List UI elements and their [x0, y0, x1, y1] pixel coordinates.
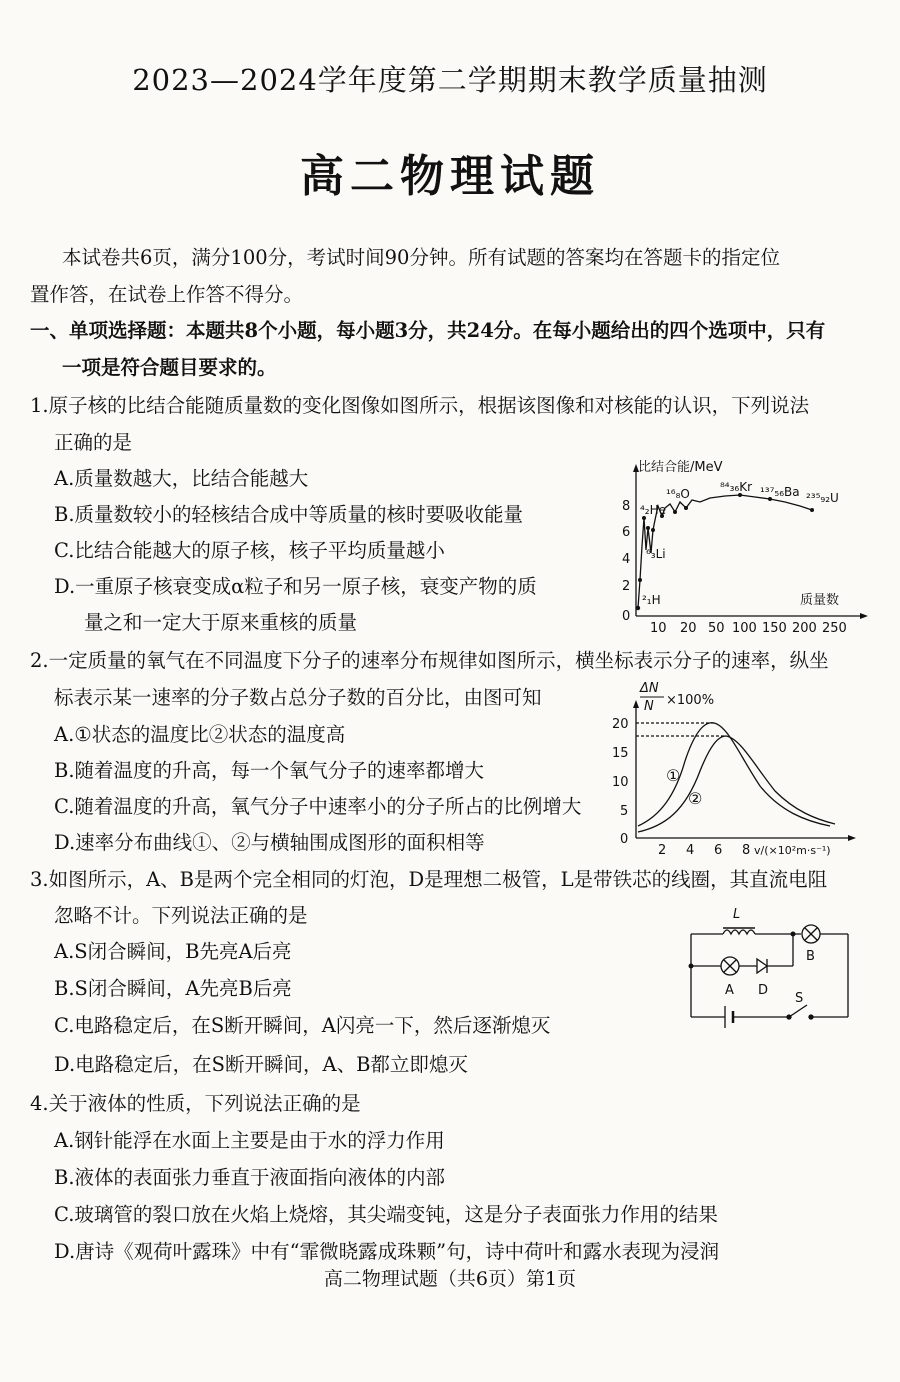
q2-stem-line-1: 2.一定质量的氧气在不同温度下分子的速率分布规律如图所示，横坐标表示分子的速率，纵坐	[30, 649, 829, 672]
fig2-ytick: 0	[620, 832, 629, 847]
q1-stem-line-2: 正确的是	[54, 431, 133, 454]
intro-line-2: 置作答，在试卷上作答不得分。	[30, 283, 304, 306]
fig2-ytick: 5	[620, 804, 629, 819]
label-inductor: L	[733, 907, 741, 922]
q4-option-d: D.唐诗《观荷叶露珠》中有“霏微晓露成珠颗”句，诗中荷叶和露水表现为浸润	[54, 1240, 720, 1263]
inductor-coil	[723, 930, 755, 934]
q1-stem-line-1: 1.原子核的比结合能随质量数的变化图像如图所示，根据该图像和对核能的认识，下列说法	[30, 394, 810, 417]
fig1-ylabel: 比结合能/MeV	[638, 460, 723, 475]
q1-option-b: B.质量数较小的轻核结合成中等质量的核时要吸收能量	[54, 503, 524, 526]
q1-option-c: C.比结合能越大的原子核，核子平均质量越小	[54, 539, 445, 562]
fig2-xtick: 8	[742, 843, 751, 858]
circuit-figure	[683, 902, 858, 1032]
fig1-xtick: 200	[792, 621, 817, 636]
fig1-xlabel: 质量数	[800, 593, 840, 608]
fig2-ylabel-num: ΔN	[640, 681, 659, 696]
q2-option-d: D.速率分布曲线①、②与横轴围成图形的面积相等	[54, 831, 485, 854]
curve-1-label: ①	[666, 766, 681, 785]
q2-option-c: C.随着温度的升高，氧气分子中速率小的分子所占的比例增大	[54, 795, 582, 818]
fig1-label-li: ⁶₃Li	[646, 547, 666, 561]
fig1-xtick: 10	[650, 621, 667, 636]
q1-option-d-cont: 量之和一定大于原来重核的质量	[84, 611, 358, 634]
fig1-label-o: ¹⁶₈O	[666, 487, 690, 501]
q3-option-d: D.电路稳定后，在S断开瞬间，A、B都立即熄灭	[54, 1053, 468, 1076]
q4-option-a: A.钢针能浮在水面上主要是由于水的浮力作用	[54, 1129, 445, 1152]
binding-energy-figure	[600, 458, 870, 638]
subject-title: 高二物理试题	[300, 151, 600, 202]
speed-distribution-figure	[610, 676, 860, 858]
switch-s	[789, 1005, 807, 1017]
q2-stem-line-2: 标表示某一速率的分子数占总分子数的百分比，由图可知	[54, 686, 542, 709]
q3-option-c: C.电路稳定后，在S断开瞬间，A闪亮一下，然后逐渐熄灭	[54, 1014, 551, 1037]
fig2-xtick: 4	[686, 843, 695, 858]
fig1-xtick: 150	[762, 621, 787, 636]
fig2-xtick: 2	[658, 843, 667, 858]
section-heading-line-1: 一、单项选择题：本题共8个小题，每小题3分，共24分。在每小题给出的四个选项中，只有	[30, 319, 826, 342]
label-lamp-b: B	[806, 949, 815, 964]
fig1-xtick: 20	[680, 621, 697, 636]
fig2-ytick: 10	[612, 775, 629, 790]
label-lamp-a: A	[725, 983, 734, 998]
fig2-ytick: 15	[612, 746, 629, 761]
label-switch: S	[795, 991, 804, 1006]
q4-option-c: C.玻璃管的裂口放在火焰上烧熔，其尖端变钝，这是分子表面张力作用的结果	[54, 1203, 718, 1226]
fig1-label-u: ²³⁵₉₂U	[806, 491, 839, 505]
exam-title: 2023—2024学年度第二学期期末教学质量抽测	[132, 63, 768, 97]
fig1-label-h: ²₁H	[642, 593, 661, 607]
fig1-ytick: 2	[622, 579, 631, 594]
section-heading-line-2: 一项是符合题目要求的。	[62, 356, 277, 379]
fig1-xtick: 250	[822, 621, 847, 636]
q1-option-a: A.质量数越大，比结合能越大	[54, 467, 309, 490]
fig2-xlabel: v/(×10²m·s⁻¹)	[754, 844, 831, 857]
fig1-ytick: 6	[622, 525, 631, 540]
q4-option-b: B.液体的表面张力垂直于液面指向液体的内部	[54, 1166, 446, 1189]
fig2-ytick: 20	[612, 717, 629, 732]
diode-symbol	[757, 959, 767, 973]
q2-option-b: B.随着温度的升高，每一个氧气分子的速率都增大	[54, 759, 485, 782]
q2-option-a: A.①状态的温度比②状态的温度高	[54, 723, 346, 746]
fig1-label-he: ⁴₂He	[640, 503, 667, 517]
curve-2-label: ②	[688, 789, 703, 808]
fig1-ytick: 0	[622, 609, 631, 624]
q1-option-d: D.一重原子核衰变成α粒子和另一原子核，衰变产物的质	[54, 575, 537, 598]
fig2-xtick: 6	[714, 843, 723, 858]
label-diode: D	[758, 983, 769, 998]
q4-stem: 4.关于液体的性质，下列说法正确的是	[30, 1092, 361, 1115]
fig1-label-kr: ⁸⁴₃₆Kr	[720, 480, 753, 494]
fig1-ytick: 8	[622, 499, 631, 514]
fig2-ylabel-suffix: ×100%	[666, 693, 715, 708]
fig1-label-ba: ¹³⁷₅₆Ba	[760, 485, 800, 499]
q3-option-b: B.S闭合瞬间，A先亮B后亮	[54, 977, 292, 1000]
fig1-ytick: 4	[622, 552, 631, 567]
page-footer: 高二物理试题（共6页）第1页	[323, 1268, 577, 1290]
fig1-xtick: 50	[708, 621, 725, 636]
q3-option-a: A.S闭合瞬间，B先亮A后亮	[54, 940, 292, 963]
fig2-ylabel-den: N	[644, 699, 654, 714]
q3-stem-line-2: 忽略不计。下列说法正确的是	[54, 904, 308, 927]
q3-stem-line-1: 3.如图所示，A、B是两个完全相同的灯泡，D是理想二极管，L是带铁芯的线圈，其直流电阻	[30, 868, 828, 891]
fig1-xtick: 100	[732, 621, 757, 636]
intro-line-1: 本试卷共6页，满分100分，考试时间90分钟。所有试题的答案均在答题卡的指定位	[62, 246, 780, 269]
